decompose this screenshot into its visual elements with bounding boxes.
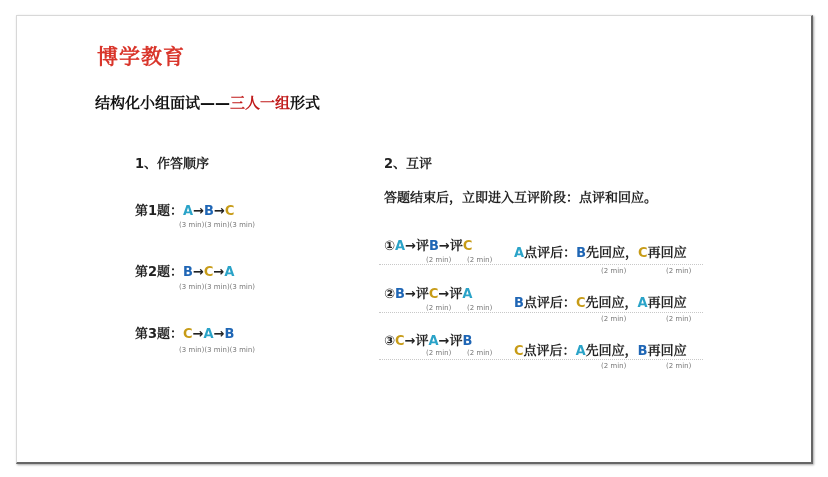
subtitle-suffix: 形式: [290, 94, 321, 112]
row-number: ②: [384, 287, 396, 302]
eval-row: [384, 235, 472, 254]
responder: C: [575, 296, 586, 311]
seq-item: C: [203, 265, 214, 280]
question-row: [135, 323, 234, 342]
after-text: 点评后：: [523, 344, 576, 359]
eval-word: 评: [415, 334, 429, 349]
section1-title: 1、作答顺序: [135, 157, 210, 172]
first-reply: 先回应，: [585, 344, 638, 359]
reply-row: [514, 242, 687, 261]
row-number: ①: [384, 239, 396, 254]
evaluator: A: [462, 287, 473, 302]
then-reply: 再回应: [647, 344, 687, 359]
question-times: (3 min)(3 min)(3 min): [179, 221, 256, 229]
time-label: (2 min): [467, 304, 493, 312]
question-label: 第3题：: [135, 327, 184, 342]
question-row: [135, 200, 234, 219]
responder: A: [637, 296, 648, 311]
first-reply: 先回应，: [586, 246, 639, 261]
arrow: →: [404, 287, 416, 302]
seq-item: B: [204, 204, 214, 219]
row-number: ③: [384, 334, 396, 349]
eval-word: 评: [415, 239, 429, 254]
reply-row: [514, 292, 687, 311]
time-label: (2 min): [601, 315, 627, 323]
speaker: C: [395, 334, 405, 349]
arrow: →: [213, 327, 225, 342]
eval-word: 评: [449, 287, 463, 302]
after-text: 点评后：: [523, 296, 576, 311]
reply-row: [514, 340, 687, 359]
eval-word: 评: [415, 287, 429, 302]
seq-item: B: [183, 265, 193, 280]
eval-row: [384, 330, 472, 349]
page-subtitle: [95, 92, 320, 113]
seq-item: B: [224, 327, 235, 342]
arrow: →: [213, 204, 225, 219]
evaluator: C: [462, 239, 473, 254]
eval-word: 评: [449, 334, 463, 349]
question-label: 第1题：: [135, 204, 184, 219]
seq-item: C: [183, 327, 193, 342]
speaker: B: [395, 287, 405, 302]
arrow: →: [192, 327, 204, 342]
slide: [16, 15, 813, 464]
then-reply: 再回应: [647, 246, 687, 261]
divider: [379, 312, 703, 313]
time-label: (2 min): [601, 362, 627, 370]
responder: B: [637, 344, 648, 359]
question-row: [135, 261, 234, 280]
time-label: (2 min): [601, 267, 627, 275]
time-label: (2 min): [426, 349, 452, 357]
seq-item: A: [203, 327, 214, 342]
arrow: →: [438, 239, 450, 254]
responder: C: [638, 246, 648, 261]
speaker: B: [514, 296, 524, 311]
section2-description: 答题结束后，立即进入互评阶段：点评和回应。: [384, 191, 658, 206]
arrow: →: [404, 334, 416, 349]
seq-item: A: [224, 265, 235, 280]
evaluator: B: [462, 334, 473, 349]
divider: [379, 359, 703, 360]
section2-title: 2、互评: [384, 157, 433, 172]
evaluator: C: [428, 287, 439, 302]
speaker: A: [395, 239, 406, 254]
time-label: (2 min): [666, 315, 692, 323]
divider: [379, 264, 703, 265]
time-label: (2 min): [467, 349, 493, 357]
arrow: →: [438, 334, 450, 349]
arrow: →: [438, 287, 450, 302]
then-reply: 再回应: [647, 296, 687, 311]
arrow: →: [405, 239, 416, 254]
time-label: (2 min): [426, 304, 452, 312]
arrow: →: [213, 265, 225, 280]
arrow: →: [193, 204, 205, 219]
eval-row: [384, 283, 472, 302]
question-times: (3 min)(3 min)(3 min): [179, 283, 256, 291]
speaker: A: [514, 246, 525, 261]
eval-word: 评: [449, 239, 463, 254]
evaluator: B: [429, 239, 439, 254]
seq-item: A: [183, 204, 194, 219]
evaluator: A: [428, 334, 439, 349]
time-label: (2 min): [467, 256, 493, 264]
time-label: (2 min): [666, 362, 692, 370]
question-label: 第2题：: [135, 265, 184, 280]
responder: A: [575, 344, 586, 359]
subtitle-prefix: 结构化小组面试——: [95, 94, 231, 112]
subtitle-highlight: 三人一组: [230, 94, 291, 112]
responder: B: [576, 246, 586, 261]
first-reply: 先回应，: [585, 296, 638, 311]
brand-title: 博学教育: [97, 45, 185, 69]
question-times: (3 min)(3 min)(3 min): [179, 346, 256, 354]
seq-item: C: [224, 204, 235, 219]
time-label: (2 min): [666, 267, 692, 275]
after-text: 点评后：: [524, 246, 577, 261]
speaker: C: [514, 344, 524, 359]
time-label: (2 min): [426, 256, 452, 264]
arrow: →: [192, 265, 204, 280]
